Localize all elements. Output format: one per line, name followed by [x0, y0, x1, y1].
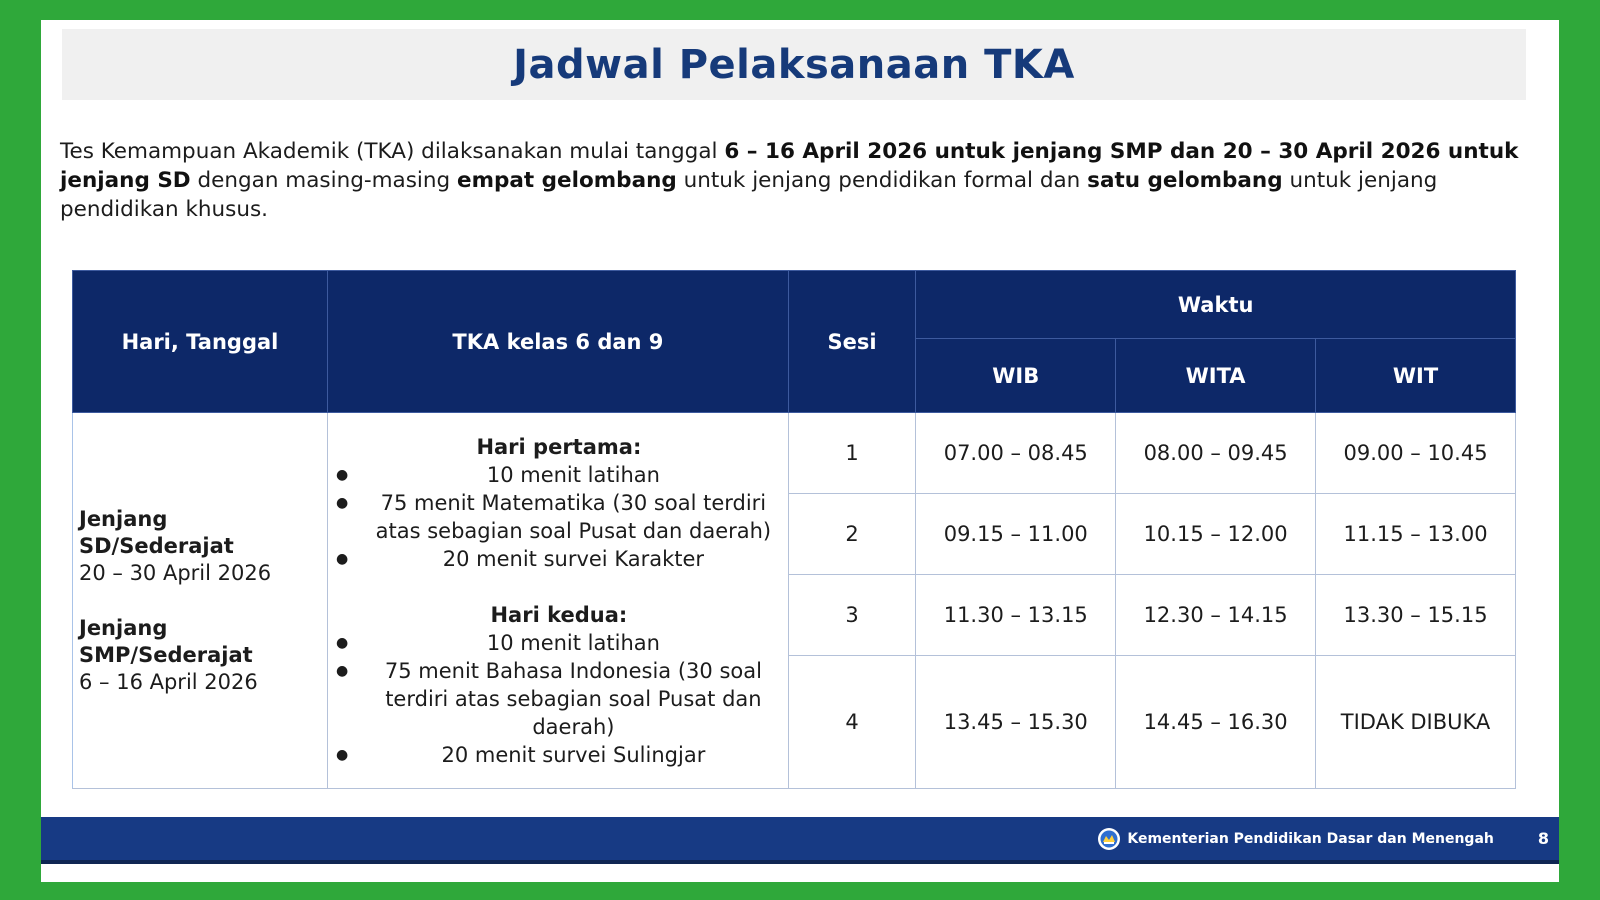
intro-bold-single-wave: satu gelombang	[1087, 168, 1283, 193]
table-row	[73, 413, 1516, 494]
list-item: ● 20 menit survei Karakter	[334, 545, 784, 573]
wib-cell: 09.15 – 11.00	[916, 494, 1116, 575]
page-title: Jadwal Pelaksanaan TKA	[513, 41, 1075, 88]
intro-text-1: Tes Kemampuan Akademik (TKA) dilaksanakan mulai tanggal	[60, 139, 725, 164]
list-item: ● 10 menit latihan	[334, 629, 784, 657]
day-items	[334, 461, 784, 573]
list-item: ● 75 menit Bahasa Indonesia (30 soal terdiri atas sebagian soal Pusat dan daerah)	[334, 657, 784, 741]
header-tka: TKA kelas 6 dan 9	[327, 271, 788, 413]
intro-text-4: untuk jenjang pendidikan khusus.	[60, 168, 1438, 222]
list-item: ● 10 menit latihan	[334, 461, 784, 489]
wit-cell: TIDAK DIBUKA	[1316, 656, 1516, 789]
wib-cell: 13.45 – 15.30	[916, 656, 1116, 789]
header-wit: WIT	[1316, 339, 1516, 413]
sesi-cell: 3	[788, 575, 915, 656]
ministry-brand	[1097, 827, 1494, 851]
list-item: ● 20 menit survei Sulingjar	[334, 741, 784, 769]
level-name: Jenjang SMP/Sederajat	[79, 615, 253, 667]
day-block-second	[334, 601, 784, 769]
header-sesi: Sesi	[788, 271, 915, 413]
wit-cell: 09.00 – 10.45	[1316, 413, 1516, 494]
header-waktu: Waktu	[916, 271, 1516, 339]
tut-wuri-handayani-logo-icon	[1097, 827, 1121, 851]
footer-divider	[41, 860, 1559, 864]
intro-bold-dates: 6 – 16 April 2026 untuk jenjang SMP dan 20 – 30 April 2026 untuk jenjang SD	[60, 139, 1519, 193]
intro-paragraph	[60, 137, 1530, 224]
title-bar	[62, 29, 1526, 100]
level-name: Jenjang SD/Sederajat	[79, 506, 234, 558]
level-dates: 20 – 30 April 2026	[79, 560, 272, 585]
wib-cell: 11.30 – 13.15	[916, 575, 1116, 656]
header-wita: WITA	[1116, 339, 1316, 413]
sesi-cell: 1	[788, 413, 915, 494]
slide	[41, 20, 1559, 882]
page-number: 8	[1537, 829, 1549, 848]
level-block-sd	[79, 506, 326, 587]
day-items	[334, 629, 784, 769]
sesi-cell: 4	[788, 656, 915, 789]
wit-cell: 11.15 – 13.00	[1316, 494, 1516, 575]
intro-bold-waves: empat gelombang	[457, 168, 677, 193]
wit-cell: 13.30 – 15.15	[1316, 575, 1516, 656]
intro-text-3: untuk jenjang pendidikan formal dan	[676, 168, 1088, 193]
wita-cell: 12.30 – 14.15	[1116, 575, 1316, 656]
footer-bar	[41, 817, 1559, 860]
wita-cell: 14.45 – 16.30	[1116, 656, 1316, 789]
levels-cell	[73, 413, 328, 789]
level-dates: 6 – 16 April 2026	[79, 669, 258, 694]
schedule-table	[72, 270, 1516, 789]
wita-cell: 08.00 – 09.45	[1116, 413, 1316, 494]
wita-cell: 10.15 – 12.00	[1116, 494, 1316, 575]
wib-cell: 07.00 – 08.45	[916, 413, 1116, 494]
header-wib: WIB	[916, 339, 1116, 413]
day-title: Hari kedua:	[490, 602, 628, 627]
header-date: Hari, Tanggal	[73, 271, 328, 413]
subjects-cell	[327, 413, 788, 789]
level-block-smp	[79, 615, 326, 696]
sesi-cell: 2	[788, 494, 915, 575]
intro-text-2: dengan masing-masing	[190, 168, 458, 193]
day-title: Hari pertama:	[476, 434, 642, 459]
ministry-name: Kementerian Pendidikan Dasar dan Menengah	[1127, 830, 1494, 847]
list-item: ● 75 menit Matematika (30 soal terdiri atas sebagian soal Pusat dan daerah)	[334, 489, 784, 545]
day-block-first	[334, 433, 784, 573]
